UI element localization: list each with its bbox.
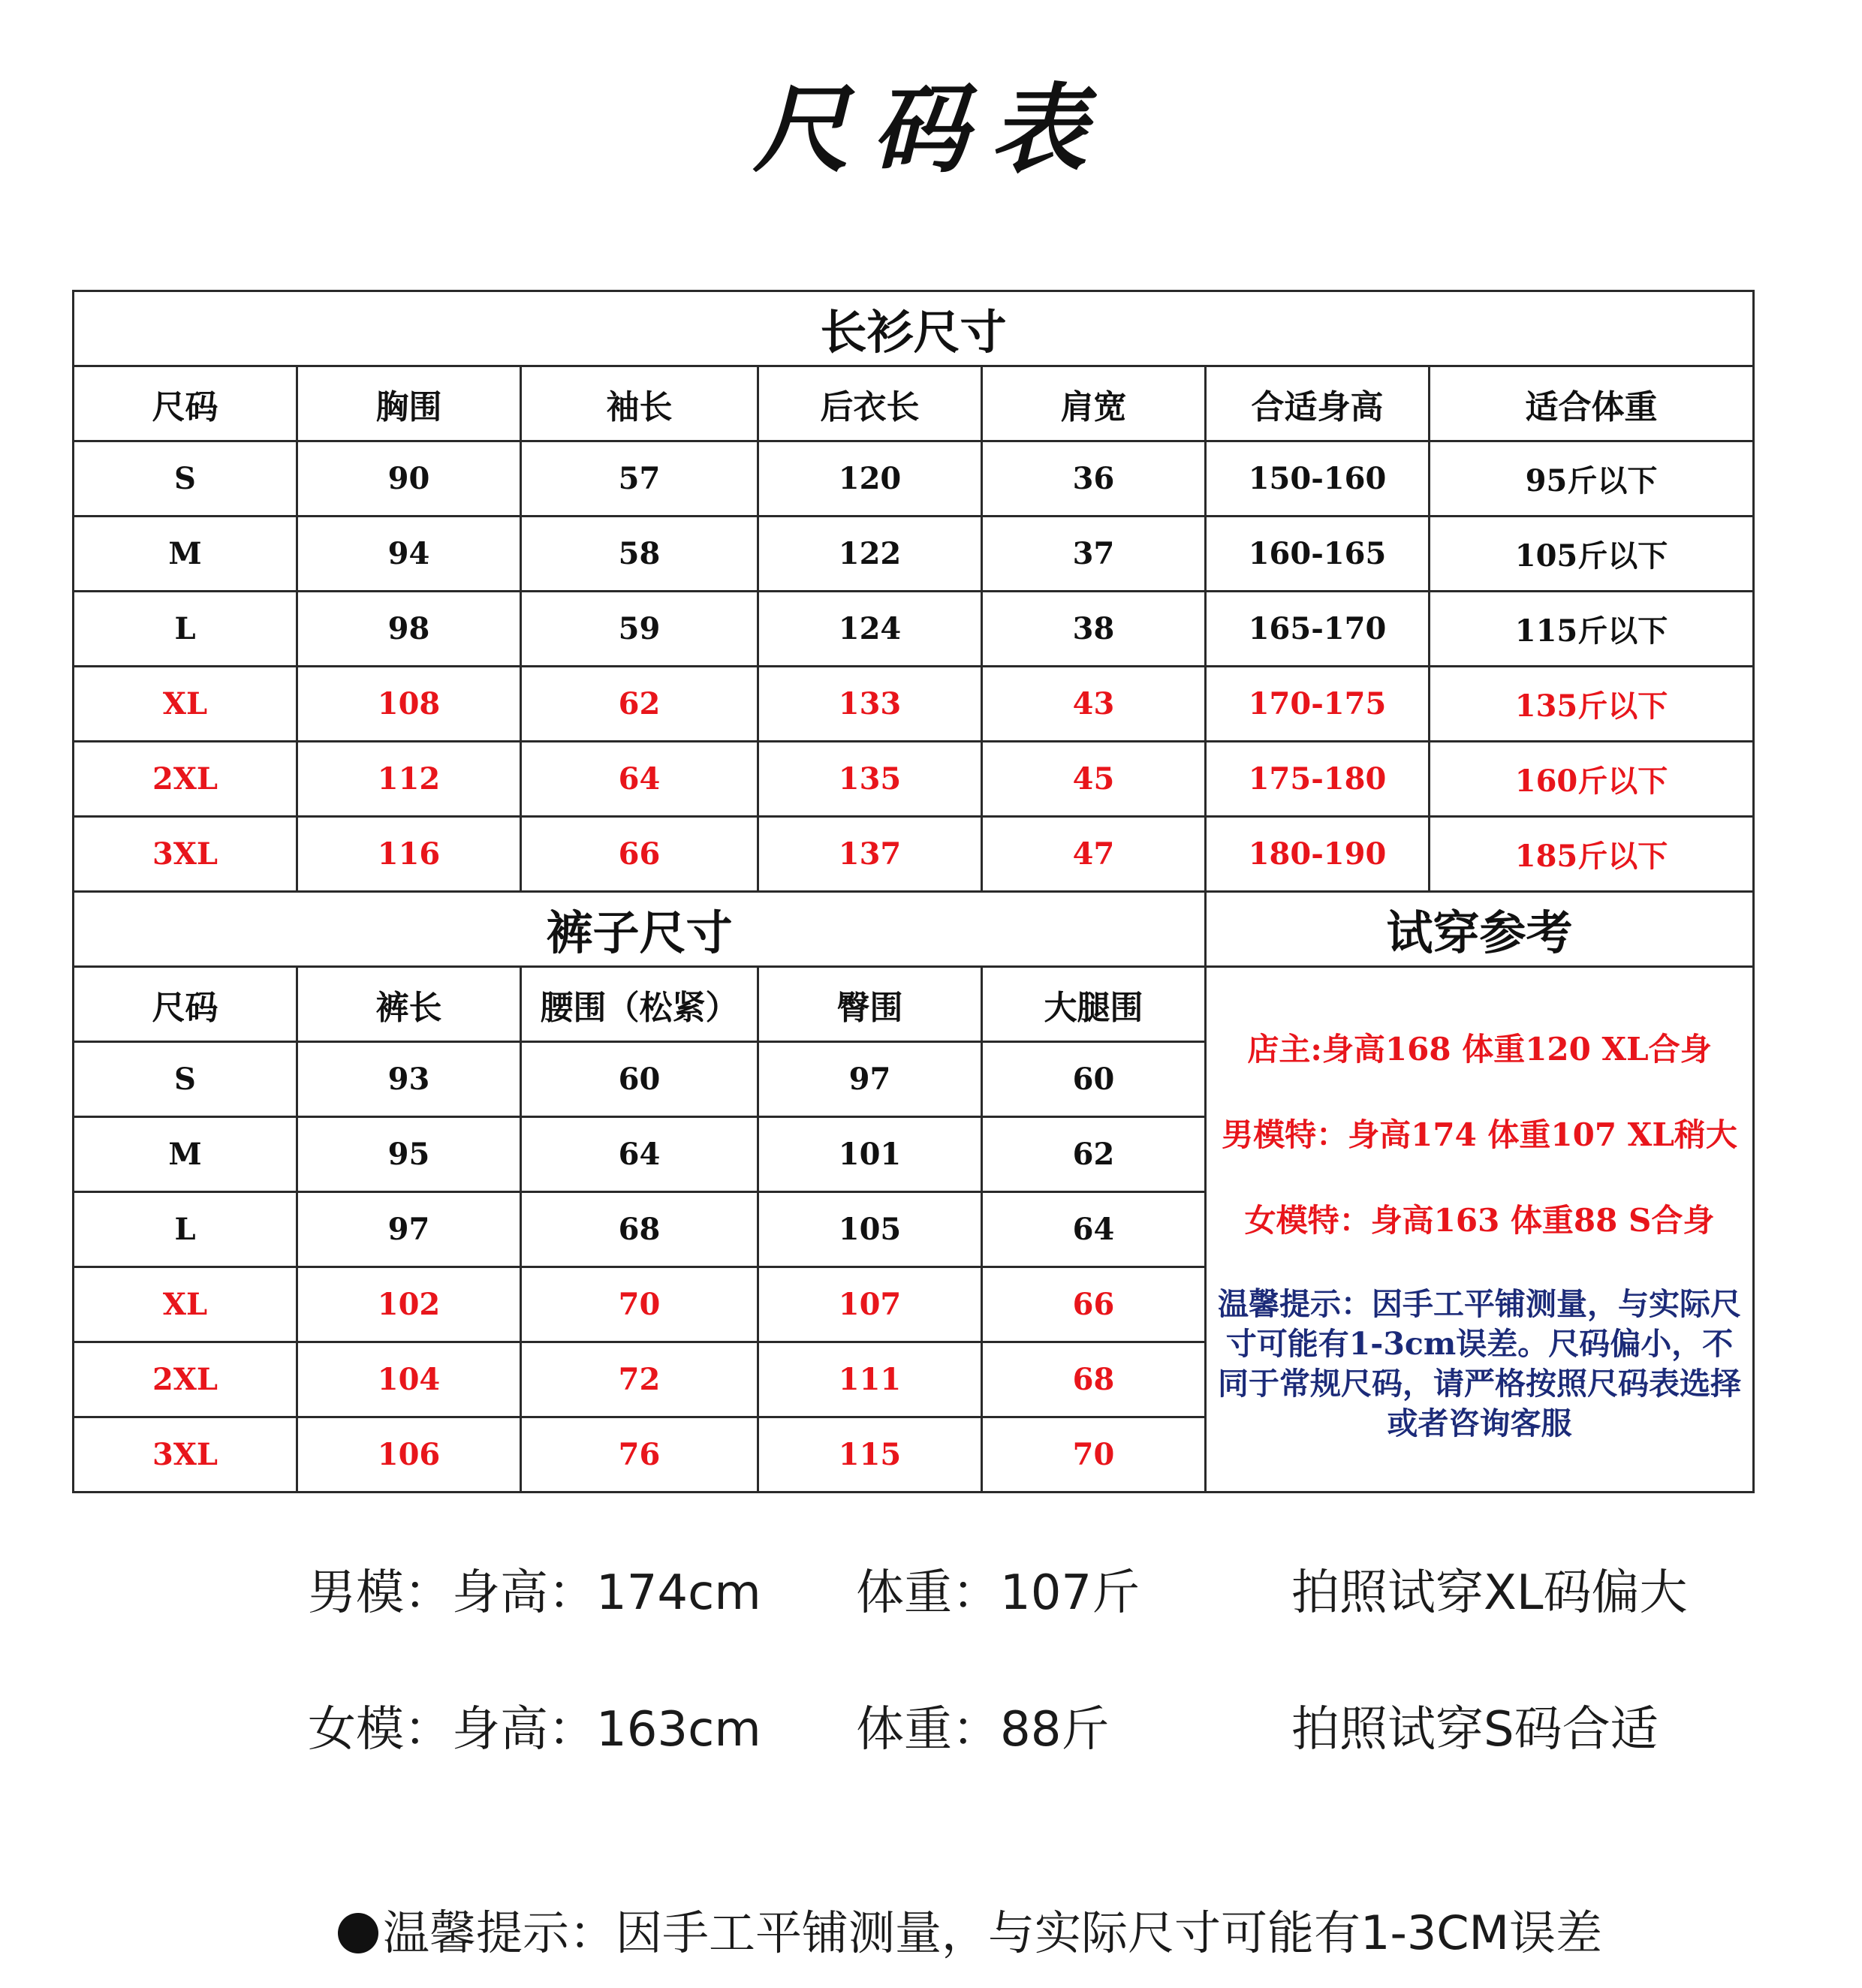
shirt-cell: 57 bbox=[521, 441, 758, 517]
pants-cell: 68 bbox=[521, 1192, 758, 1267]
pants-cell: 106 bbox=[297, 1417, 521, 1493]
shirt-cell: L bbox=[74, 592, 297, 667]
shirt-cell: 185斤以下 bbox=[1430, 817, 1754, 892]
pants-cell: 60 bbox=[982, 1042, 1206, 1117]
pants-section-title: 裤子尺寸 bbox=[74, 892, 1206, 967]
shirt-cell: 124 bbox=[758, 592, 982, 667]
pants-cell: 115 bbox=[758, 1417, 982, 1493]
shirt-cell: 160斤以下 bbox=[1430, 742, 1754, 817]
pants-header-cell: 裤长 bbox=[297, 967, 521, 1042]
shirt-row-xl bbox=[74, 667, 1754, 742]
pants-cell: 107 bbox=[758, 1267, 982, 1342]
shirt-header-cell: 袖长 bbox=[521, 366, 758, 441]
shirt-cell: 170-175 bbox=[1206, 667, 1430, 742]
shirt-cell: 108 bbox=[297, 667, 521, 742]
pants-cell: 2XL bbox=[74, 1342, 297, 1417]
shirt-cell: 133 bbox=[758, 667, 982, 742]
bullet-icon bbox=[338, 1913, 378, 1953]
pants-cell: 97 bbox=[758, 1042, 982, 1117]
shirt-header-row bbox=[74, 366, 1754, 441]
pants-cell: 105 bbox=[758, 1192, 982, 1267]
shirt-row-3xl bbox=[74, 817, 1754, 892]
pants-cell: XL bbox=[74, 1267, 297, 1342]
pants-cell: S bbox=[74, 1042, 297, 1117]
shirt-cell: 175-180 bbox=[1206, 742, 1430, 817]
bottom-tip-text: 温馨提示：因手工平铺测量，与实际尺寸可能有1-3CM误差 bbox=[383, 1905, 1603, 1960]
shirt-cell: 62 bbox=[521, 667, 758, 742]
female-model-weight: 体重：88斤 bbox=[856, 1702, 1110, 1758]
shirt-cell: 95斤以下 bbox=[1430, 441, 1754, 517]
shirt-header-cell: 肩宽 bbox=[982, 366, 1206, 441]
pants-cell: 70 bbox=[982, 1417, 1206, 1493]
pants-cell: 101 bbox=[758, 1117, 982, 1192]
pants-cell: 97 bbox=[297, 1192, 521, 1267]
shirt-header-cell: 尺码 bbox=[74, 366, 297, 441]
pants-header-cell: 大腿围 bbox=[982, 967, 1206, 1042]
shirt-cell: S bbox=[74, 441, 297, 517]
pants-cell: 62 bbox=[982, 1117, 1206, 1192]
shirt-cell: 38 bbox=[982, 592, 1206, 667]
pants-cell: 93 bbox=[297, 1042, 521, 1117]
pants-cell: 68 bbox=[982, 1342, 1206, 1417]
pants-cell: 3XL bbox=[74, 1417, 297, 1493]
female-model-fit-note: 女模特：身高163 体重88 S合身 bbox=[1244, 1202, 1715, 1239]
female-model-fit: 拍照试穿S码合适 bbox=[1291, 1702, 1659, 1758]
shirt-cell: 58 bbox=[521, 517, 758, 592]
pants-cell: 95 bbox=[297, 1117, 521, 1192]
shirt-header-cell: 胸围 bbox=[297, 366, 521, 441]
shirt-header-cell: 适合体重 bbox=[1430, 366, 1754, 441]
shirt-cell: 45 bbox=[982, 742, 1206, 817]
male-model-fit-note: 男模特：身高174 体重107 XL稍大 bbox=[1222, 1116, 1737, 1153]
shirt-cell: 64 bbox=[521, 742, 758, 817]
shirt-cell: M bbox=[74, 517, 297, 592]
shirt-cell: 94 bbox=[297, 517, 521, 592]
pants-cell: 70 bbox=[521, 1267, 758, 1342]
shirt-cell: 135 bbox=[758, 742, 982, 817]
shirt-cell: 112 bbox=[297, 742, 521, 817]
size-chart-table bbox=[72, 290, 1755, 1493]
male-model-height: 男模：身高：174cm bbox=[308, 1565, 761, 1621]
pants-cell: L bbox=[74, 1192, 297, 1267]
shirt-cell: 47 bbox=[982, 817, 1206, 892]
shirt-cell: 43 bbox=[982, 667, 1206, 742]
pants-cell: 76 bbox=[521, 1417, 758, 1493]
owner-fit-note: 店主:身高168 体重120 XL合身 bbox=[1247, 1031, 1712, 1068]
shirt-cell: 90 bbox=[297, 441, 521, 517]
shirt-cell: 59 bbox=[521, 592, 758, 667]
page-title: 尺码表 bbox=[752, 74, 1109, 186]
male-model-fit: 拍照试穿XL码偏大 bbox=[1291, 1565, 1688, 1621]
shirt-cell: 2XL bbox=[74, 742, 297, 817]
shirt-row-m bbox=[74, 517, 1754, 592]
shirt-section-title: 长衫尺寸 bbox=[74, 291, 1754, 366]
shirt-cell: 37 bbox=[982, 517, 1206, 592]
shirt-cell: 135斤以下 bbox=[1430, 667, 1754, 742]
pants-header-cell: 腰围（松紧） bbox=[521, 967, 758, 1042]
shirt-cell: 66 bbox=[521, 817, 758, 892]
shirt-cell: 115斤以下 bbox=[1430, 592, 1754, 667]
pants-cell: 111 bbox=[758, 1342, 982, 1417]
shirt-cell: 122 bbox=[758, 517, 982, 592]
shirt-header-cell: 合适身高 bbox=[1206, 366, 1430, 441]
shirt-row-l bbox=[74, 592, 1754, 667]
pants-cell: 72 bbox=[521, 1342, 758, 1417]
shirt-header-cell: 后衣长 bbox=[758, 366, 982, 441]
shirt-cell: 98 bbox=[297, 592, 521, 667]
shirt-cell: 3XL bbox=[74, 817, 297, 892]
pants-header-cell: 臀围 bbox=[758, 967, 982, 1042]
shirt-cell: 160-165 bbox=[1206, 517, 1430, 592]
pants-header-cell: 尺码 bbox=[74, 967, 297, 1042]
bottom-tip bbox=[338, 1896, 1602, 1962]
shirt-cell: 105斤以下 bbox=[1430, 517, 1754, 592]
pants-cell: 104 bbox=[297, 1342, 521, 1417]
pants-header-row bbox=[74, 967, 1754, 1042]
male-model-weight: 体重：107斤 bbox=[856, 1565, 1140, 1621]
shirt-cell: 137 bbox=[758, 817, 982, 892]
shirt-cell: 180-190 bbox=[1206, 817, 1430, 892]
fitting-section-title: 试穿参考 bbox=[1206, 892, 1754, 967]
fitting-reference bbox=[1206, 967, 1754, 1493]
pants-cell: 64 bbox=[521, 1117, 758, 1192]
shirt-cell: 116 bbox=[297, 817, 521, 892]
shirt-cell: 150-160 bbox=[1206, 441, 1430, 517]
shirt-cell: 120 bbox=[758, 441, 982, 517]
shirt-cell: 165-170 bbox=[1206, 592, 1430, 667]
female-model-height: 女模：身高：163cm bbox=[308, 1702, 761, 1758]
shirt-cell: 36 bbox=[982, 441, 1206, 517]
pants-cell: M bbox=[74, 1117, 297, 1192]
measurement-tip: 温馨提示：因手工平铺测量，与实际尺寸可能有1-3cm误差。尺码偏小，不同于常规尺码，请严格按照尺码表选择或者咨询客服 bbox=[1218, 1286, 1741, 1441]
pants-cell: 102 bbox=[297, 1267, 521, 1342]
pants-cell: 66 bbox=[982, 1267, 1206, 1342]
shirt-cell: XL bbox=[74, 667, 297, 742]
pants-cell: 64 bbox=[982, 1192, 1206, 1267]
shirt-row-s bbox=[74, 441, 1754, 517]
shirt-row-2xl bbox=[74, 742, 1754, 817]
pants-cell: 60 bbox=[521, 1042, 758, 1117]
